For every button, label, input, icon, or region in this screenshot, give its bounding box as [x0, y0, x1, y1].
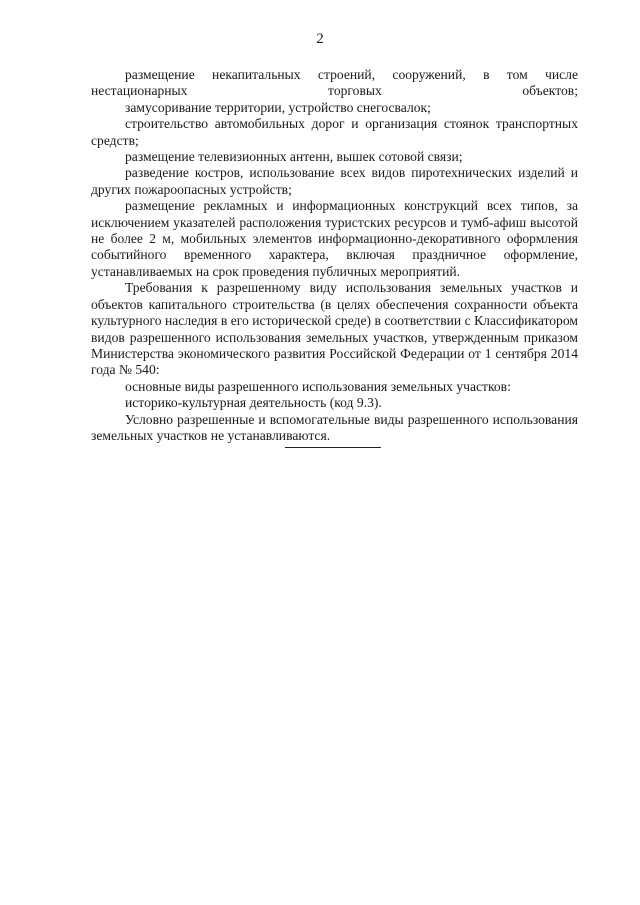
document-body	[91, 67, 578, 444]
paragraph-nonpermanent-structures: размещение некапитальных строений, сооружений, в том числе нестационарных торговых объектов;	[91, 67, 578, 99]
paragraph-conditional-land-use: Условно разрешенные и вспомогательные виды разрешенного использования земельных участков не устанавливаются.	[91, 411, 578, 443]
paragraph-land-use-requirements: Требования к разрешенному виду использования земельных участков и объектов капитального строительства (в целях обеспечения сохранности объекта культурного наследия в его исторической среде) в соответствии с Классификатором видов разрешенного использования земельных участков, утвержденным приказом Министерства экономического развития Российской Федерации от 1 сентября 2014 года № 540:	[91, 280, 578, 378]
paragraph-fires-pyrotechnics: разведение костров, использование всех видов пиротехнических изделий и других пожароопасных устройств;	[91, 165, 578, 197]
paragraph-main-land-use-types: основные виды разрешенного использования земельных участков:	[125, 378, 511, 394]
paragraph-littering: замусоривание территории, устройство снегосвалок;	[125, 99, 431, 115]
paragraph-antennas: размещение телевизионных антенн, вышек сотовой связи;	[125, 149, 463, 165]
end-of-text-rule	[285, 447, 381, 448]
paragraph-advertising: размещение рекламных и информационных конструкций всех типов, за исключением указателей расположения туристских ресурсов и тумб-афиш высотой не более 2 м, мобильных элементов информационно-декоративного оформления событийного временного характера, включая праздничное оформление, устанавливаемых на срок проведения публичных мероприятий.	[91, 198, 578, 279]
page-number: 2	[316, 31, 324, 47]
paragraph-historical-cultural-activity: историко-культурная деятельность (код 9.3).	[125, 395, 382, 411]
paragraph-road-construction: строительство автомобильных дорог и организация стоянок транспортных средств;	[91, 116, 578, 148]
